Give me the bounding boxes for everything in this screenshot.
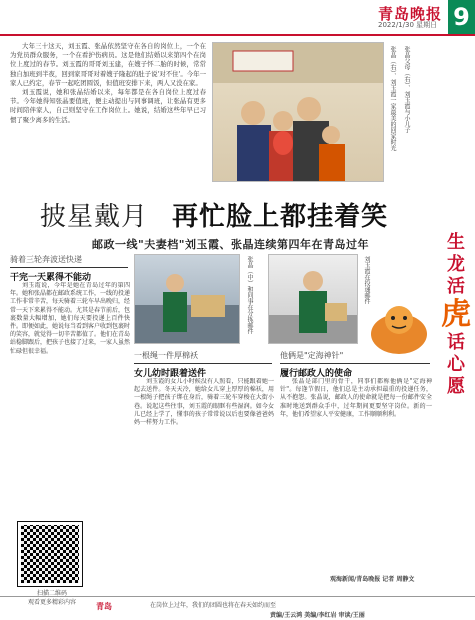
section-1-text [10,282,130,538]
tiger-mascot-image [362,300,436,356]
banner-char-3: 活 [447,276,465,297]
tiger-mascot-illustration [362,300,436,356]
newspaper-logo: 青岛晚报 [378,5,443,23]
page-footer [0,596,475,620]
section-3-text [280,378,432,568]
top-photo-caption-2: 张晶父母（右）、刘玉霞与小儿子 [403,46,410,133]
section-2-paragraph: 刘玉霞的女儿小时候没有人照看，只能跟着她一起去送件。冬天天冷，她给女儿穿上厚厚的棉袄，用一根绳子把孩子绑在身后，骑着三轮车穿梭在大街小巷。说起这些往事，刘玉霞的眼眶有些湿润。如今女儿已经上学了，懂事的孩子常常说以后也要像爸爸妈妈一样努力工作。 [134,378,274,427]
banner-char-4: 话 [447,332,465,353]
mid-photo-left [134,254,240,344]
main-headline [40,196,388,233]
banner-char-6: 愿 [447,376,465,397]
section-2-title: 女儿幼时跟着送件 [134,369,207,379]
section-3-rule [280,363,430,364]
section-3 [280,350,432,379]
sorting-photo-illustration [135,255,240,344]
delivery-photo-illustration [269,255,358,344]
mid-right-caption: 刘玉霞在投递邮件 [363,256,370,304]
section-1-kicker: 骑着三轮奔波送快递 [10,255,82,264]
section-2-rule [134,363,272,364]
footer-left: 青岛 [96,602,112,611]
section-1-title: 干完一天累得不能动 [10,273,92,283]
header-rule [0,34,475,36]
intro-paragraph: 大年三十这天，刘玉霞、张晶依然坚守在各自的岗位上，一个在为党员群众服务，一个在看护伤病员。这是他们结婚以来第四个在岗位上度过的春节。刘玉霞的哥哥刘玉建，在嫂子怀二胎的时候，常常独自加班到半夜，回到家哥哥对着嫂子隆起的肚子说'对不住'。今年一家人已约定，春节一起吃团圆饭，但值班安排下来，两人又没在家。 [10,42,206,87]
intro-text [10,42,206,182]
banner-char-1: 生 [447,232,465,253]
section-1 [10,254,130,283]
page-number: 9 [448,0,475,34]
issue-date: 2022/1/30 星期日 [378,21,438,29]
mid-left-caption: 张晶（中）和同事在分拣邮件 [246,256,253,334]
headline-part-a: 披星戴月 [40,202,149,232]
banner-char-5: 心 [447,354,465,375]
qr-caption: 扫描二维码 观看更多精彩内容 [27,590,76,606]
top-family-photo [212,42,384,182]
section-1-paragraph: 刘玉霞说，今年是她在青岛过年的第四年。她和张晶都在邮政系统工作，一线的投递工作非常辛苦，每天骑着三轮车早出晚归，经常一天下来累得不能动。尤其是春节前后，包裹数量大幅增加，她们每天要投递上百件快件。即便如此，她说每当看到客户收到包裹时的笑容，就觉得一切辛苦都值了。他们在青岛站稳脚跟后，把孩子也接了过来，一家人虽然忙碌但很幸福。 [10,282,130,355]
section-2-text [134,378,274,592]
section-3-paragraph: 张晶是部门里的骨干，同事们都称他俩是"定海神针"。每逢节假日，他们总是主动承担最重的投递任务，从不抱怨。张晶说，邮政人的使命就是把每一份邮件安全准时地送到群众手中，过年期间更要坚守岗位。新的一年，他们希望家人平安健康，工作顺顺利利。 [280,378,432,418]
section-2-kicker: 一根绳一件厚棉袄 [134,351,198,360]
banner-char-2: 龙 [447,254,465,275]
footer-editors: 责编/王云鸿 美编/李红岩 审读/王丽 [270,612,365,619]
section-3-kicker: 他俩是"定海神针" [280,351,344,360]
banner-char-big: 虎 [441,297,471,332]
section-1-rule [10,267,128,268]
section-3-title: 履行邮政人的使命 [280,369,353,379]
family-photo-illustration [213,43,384,182]
byline: 观海新闻/青岛晚报 记者 周静文 [330,576,415,583]
top-photo-caption: 张晶（右）、刘玉霞一家最美的回家时光 [389,46,396,151]
body-paragraph: 刘玉霞说，她和张晶结婚以来，每年都是在各自岗位上度过春节。今年她得知张晶要值班，便主动提出与同事调班，让张晶有更多时间陪伴家人，自己则坚守在工作岗位上。她说，结婚这些年早已习惯了聚少离多的生活。 [10,88,206,124]
qr-code[interactable] [18,522,82,586]
mid-photo-right [268,254,358,344]
section-2 [134,350,274,379]
headline-part-b: 再忙脸上都挂着笑 [172,202,389,232]
subheadline: 邮政一线"夫妻档"刘玉霞、张晶连续第四年在青岛过年 [92,238,369,251]
new-year-banner [437,232,475,464]
footer-center: 在岗位上过年，我们的团圆也将在春天如约而至 [150,602,277,609]
